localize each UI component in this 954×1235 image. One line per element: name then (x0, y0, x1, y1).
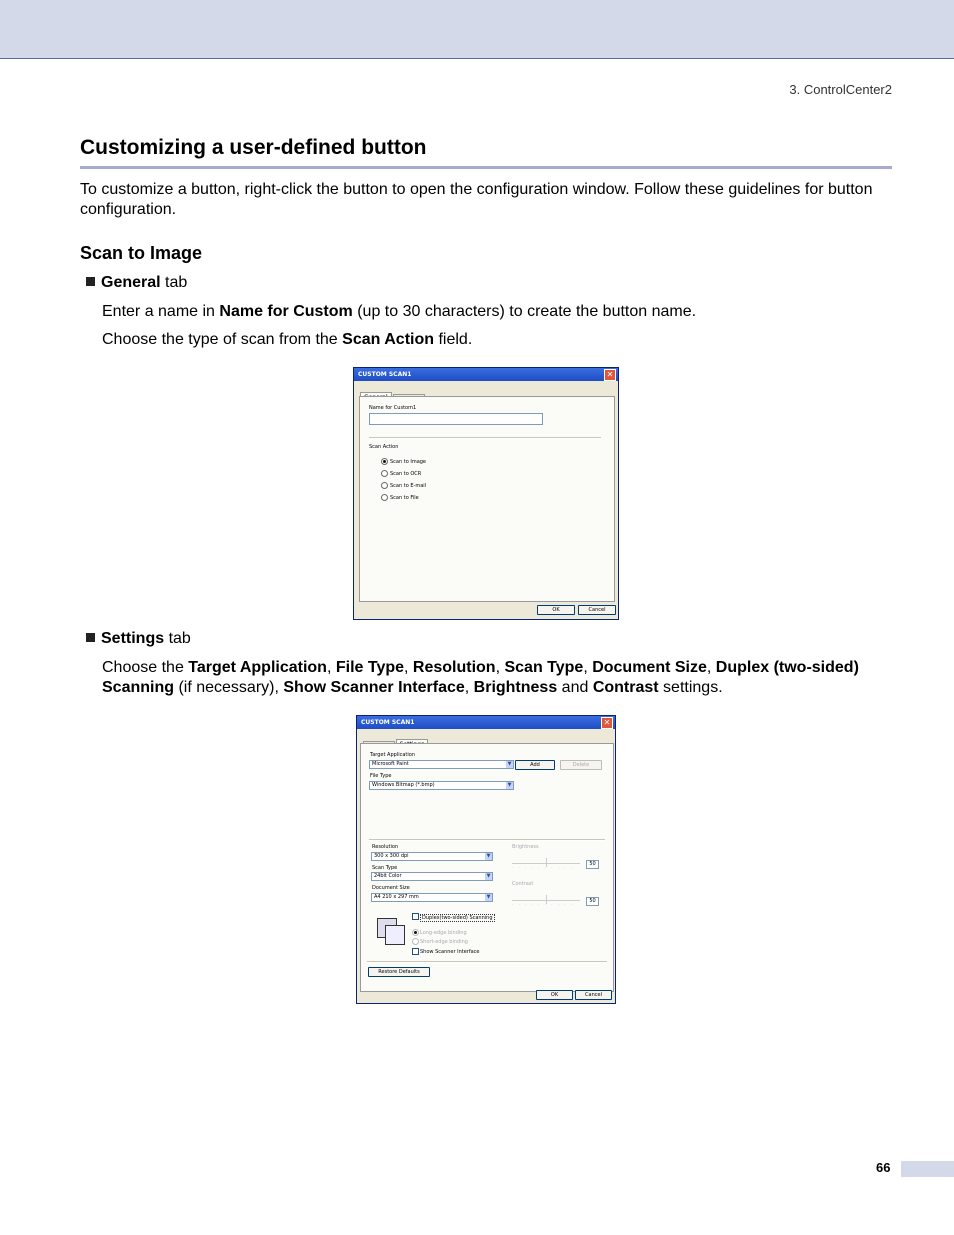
bold-run: Scan Action (342, 331, 435, 348)
contrast-value[interactable]: 50 (586, 897, 599, 906)
settings-bullet-suffix: tab (164, 630, 191, 647)
bold-run: Scan Type (504, 659, 584, 676)
resolution-select[interactable] (371, 852, 493, 861)
settings-bullet-label: Settings (101, 630, 165, 647)
separator (369, 839, 605, 841)
bullet-square-icon (86, 277, 95, 286)
scan-type-label: Scan Type (372, 865, 398, 871)
bold-run: Resolution (412, 659, 496, 676)
intro-paragraph: To customize a button, right-click the button to open the configuration window. Follow these guidelines for button configuration. (80, 181, 873, 218)
select-value: A4 210 x 297 mm (374, 894, 419, 900)
radio-label: Scan to OCR (390, 471, 422, 477)
brightness-value[interactable]: 50 (586, 860, 599, 869)
radio-scan-to-file[interactable] (381, 494, 388, 501)
page-tab (901, 1161, 954, 1177)
select-value: Windows Bitmap (*.bmp) (372, 782, 435, 788)
radio-label: Scan to Image (390, 459, 427, 465)
select-value: 24bit Color (374, 873, 402, 879)
bullet-square-icon (86, 633, 95, 642)
text-run: (if necessary), (174, 679, 284, 696)
duplex-label: Duplex(two-sided) Scanning (422, 915, 493, 921)
page-number: 66 (876, 1160, 891, 1175)
text-run: , (404, 659, 413, 676)
scan-type-select[interactable] (371, 872, 493, 881)
slider-ticks: · · · · · · · · · · (512, 902, 575, 907)
text-run: Choose the type of scan from the (102, 331, 343, 348)
custom-scan-dialog-general (353, 367, 619, 620)
close-icon[interactable]: ✕ (601, 717, 613, 729)
target-app-select[interactable] (369, 760, 514, 769)
text-run: Enter a name in (102, 303, 220, 320)
slider-ticks: · · · · · · · · · · (512, 865, 575, 870)
show-scanner-checkbox[interactable] (412, 948, 419, 955)
chapter-label: 3. ControlCenter2 (789, 82, 892, 97)
scan-action-label: Scan Action (369, 444, 399, 450)
general-paragraph-2 (102, 330, 892, 350)
tab-panel (360, 743, 614, 992)
radio-scan-to-ocr[interactable] (381, 470, 388, 477)
bold-run: Name for Custom (219, 303, 353, 320)
radio-short-edge[interactable] (412, 938, 419, 945)
settings-bullet (86, 630, 191, 648)
select-value: Microsoft Paint (372, 761, 409, 767)
bold-run: Target Application (188, 659, 327, 676)
duplex-checkbox[interactable] (412, 913, 419, 920)
text-run: settings. (658, 679, 723, 696)
chevron-down-icon: ▼ (486, 853, 491, 859)
name-label: Name for Custom1 (369, 405, 417, 411)
text-run: , (706, 659, 716, 676)
text-run: field. (434, 331, 473, 348)
text-run: (up to 30 characters) to create the button name. (352, 303, 697, 320)
chevron-down-icon: ▼ (486, 894, 491, 900)
radio-scan-to-image[interactable] (381, 458, 388, 465)
ok-button[interactable]: OK (537, 605, 575, 615)
dialog-title: CUSTOM SCAN1 (358, 371, 412, 378)
bold-run: Brightness (473, 679, 558, 696)
text-run: , (464, 679, 474, 696)
section-title: Customizing a user-defined button (80, 136, 427, 159)
dialog-titlebar (354, 368, 618, 381)
tab-panel (359, 396, 615, 602)
bold-run: Duplex (two-sided) Scanning (102, 659, 859, 696)
target-app-label: Target Application (370, 752, 415, 758)
doc-size-select[interactable] (371, 893, 493, 902)
doc-size-label: Document Size (372, 885, 410, 891)
short-edge-label: Short-edge binding (420, 939, 468, 945)
header-band (0, 0, 954, 59)
resolution-label: Resolution (372, 844, 399, 850)
text-run: , (326, 659, 336, 676)
general-bullet (86, 274, 187, 292)
separator (367, 961, 607, 963)
restore-defaults-button[interactable]: Restore Defaults (368, 967, 430, 977)
separator (369, 437, 601, 439)
dialog-title: CUSTOM SCAN1 (361, 719, 415, 726)
radio-label: Scan to E-mail (390, 483, 427, 489)
bold-run: Show Scanner Interface (283, 679, 465, 696)
file-type-select[interactable] (369, 781, 514, 790)
general-paragraph-1 (102, 302, 892, 322)
settings-paragraph (102, 658, 892, 698)
subsection-title: Scan to Image (80, 243, 203, 263)
bold-run: Document Size (592, 659, 707, 676)
chevron-down-icon: ▼ (486, 873, 491, 879)
custom-scan-dialog-settings (356, 715, 616, 1004)
ok-button[interactable]: OK (536, 990, 573, 1000)
delete-button[interactable]: Delete (560, 760, 602, 770)
close-icon[interactable]: ✕ (604, 369, 616, 381)
select-value: 300 x 300 dpi (374, 853, 409, 859)
add-button[interactable]: Add (515, 760, 555, 770)
dialog-titlebar (357, 716, 615, 729)
cancel-button[interactable]: Cancel (575, 990, 612, 1000)
radio-scan-to-email[interactable] (381, 482, 388, 489)
general-bullet-suffix: tab (160, 274, 188, 291)
long-edge-label: Long-edge binding (420, 930, 467, 936)
bold-run: File Type (335, 659, 405, 676)
radio-label: Scan to File (390, 495, 419, 501)
text-run: , (583, 659, 593, 676)
chevron-down-icon: ▼ (507, 782, 512, 788)
text-run: , (495, 659, 505, 676)
file-type-label: File Type (370, 773, 392, 779)
name-input[interactable] (369, 413, 543, 425)
text-run: and (557, 679, 593, 696)
show-scanner-label: Show Scanner Interface (420, 949, 480, 955)
chevron-down-icon: ▼ (507, 761, 512, 767)
cancel-button[interactable]: Cancel (578, 605, 616, 615)
radio-long-edge[interactable] (412, 929, 419, 936)
text-run: Choose the (102, 659, 189, 676)
title-rule (80, 166, 892, 169)
brightness-label: Brightness (512, 844, 539, 850)
contrast-label: Contrast (512, 881, 534, 887)
duplex-document-icon (385, 925, 405, 945)
bold-run: Contrast (592, 679, 659, 696)
general-bullet-label: General (101, 274, 161, 291)
